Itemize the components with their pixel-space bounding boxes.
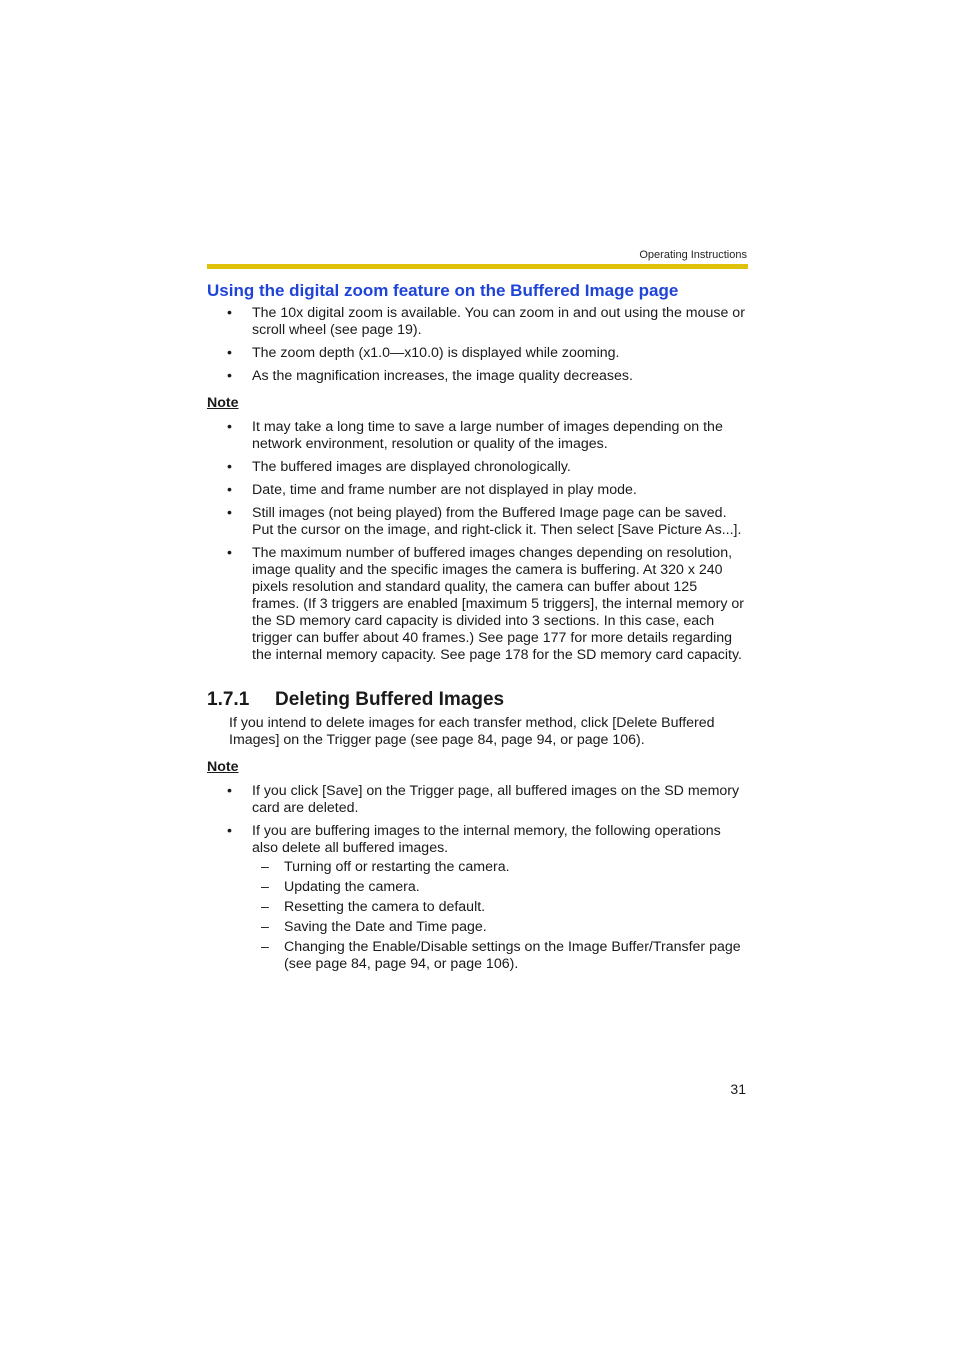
list-item: • The maximum number of buffered images changes depending on resolution, image quality and the specific images the camera is buffering. At 320 x 240 pixels resolution and standard quality, the camera can buffer about 125 frames. (If 3 triggers are enabled [maximum 5 triggers], the internal memory or the SD memory card capacity is divided into 3 sections. In this case, each trigger can buffer about 40 frames.) See page 177 for more details regarding the internal memory capacity. See page 178 for the SD memory card capacity. (227, 545, 745, 663)
bullet-icon: • (227, 345, 232, 361)
bullet-icon: • (227, 419, 232, 435)
sub-list-item: – Updating the camera. (261, 879, 420, 895)
bullet-icon: • (227, 459, 232, 475)
bullet-icon: • (227, 482, 232, 498)
subsection-title: Deleting Buffered Images (275, 689, 505, 710)
list-item: • It may take a long time to save a large number of images depending on the network environment, resolution or quality of the images. (227, 419, 723, 452)
list-item: • As the magnification increases, the image quality decreases. (227, 368, 633, 384)
sub-list-item: – Saving the Date and Time page. (261, 919, 487, 935)
dash-icon: – (261, 899, 269, 915)
subsection-number: 1.7.1 (207, 689, 250, 710)
intro-paragraph: If you intend to delete images for each transfer method, click [Delete Buffered Images] on the Trigger page (see page 84, page 94, or page 106). (229, 715, 715, 748)
zoom-bullet-list (207, 305, 748, 385)
page-number: 31 (730, 1081, 746, 1097)
dash-icon: – (261, 939, 269, 955)
dash-icon: – (261, 879, 269, 895)
note-bullet-list (207, 419, 748, 664)
list-item: • Still images (not being played) from the Buffered Image page can be saved. Put the cursor on the image, and right-click it. Then select [Save Picture As...]. (227, 505, 742, 538)
note-label: Note (207, 759, 239, 775)
bullet-icon: • (227, 545, 232, 561)
page-content (207, 280, 748, 979)
running-header: Operating Instructions (639, 249, 747, 261)
list-item: • The buffered images are displayed chronologically. (227, 459, 571, 475)
sub-list-item: – Turning off or restarting the camera. (261, 859, 510, 875)
dash-icon: – (261, 919, 269, 935)
sub-list-item: – Resetting the camera to default. (261, 899, 486, 915)
header-rule (207, 264, 748, 269)
list-item: • Date, time and frame number are not displayed in play mode. (227, 482, 637, 498)
bullet-icon: • (227, 823, 232, 839)
list-item: • If you are buffering images to the internal memory, the following operations also delete all buffered images. – Turning off or restarting the camera. – Updating the camera. – Resetting the camera to default. – Saving the Date and Time page. – Changing the Enable/Disable settings on the Image Buffer/Transfer page (see page 84, page 94, or page 106). (207, 823, 748, 973)
delete-note-bullet-list (207, 783, 748, 973)
bullet-icon: • (227, 368, 232, 384)
sub-list-item: – Changing the Enable/Disable settings on the Image Buffer/Transfer page (see page 84, page 94, or page 106). (261, 939, 741, 972)
dash-icon: – (261, 859, 269, 875)
note-label: Note (207, 395, 239, 411)
list-item: • The 10x digital zoom is available. You can zoom in and out using the mouse or scroll wheel (see page 19). (227, 305, 745, 338)
list-item: • The zoom depth (x1.0—x10.0) is displayed while zooming. (227, 345, 620, 361)
subsection-heading-deleting (207, 688, 748, 711)
operation-sub-list (252, 859, 748, 973)
bullet-icon: • (227, 505, 232, 521)
section-heading-digital-zoom: Using the digital zoom feature on the Buffered Image page (207, 281, 679, 300)
bullet-icon: • (227, 305, 232, 321)
list-item: • If you click [Save] on the Trigger page, all buffered images on the SD memory card are deleted. (227, 783, 740, 816)
bullet-icon: • (227, 783, 232, 799)
